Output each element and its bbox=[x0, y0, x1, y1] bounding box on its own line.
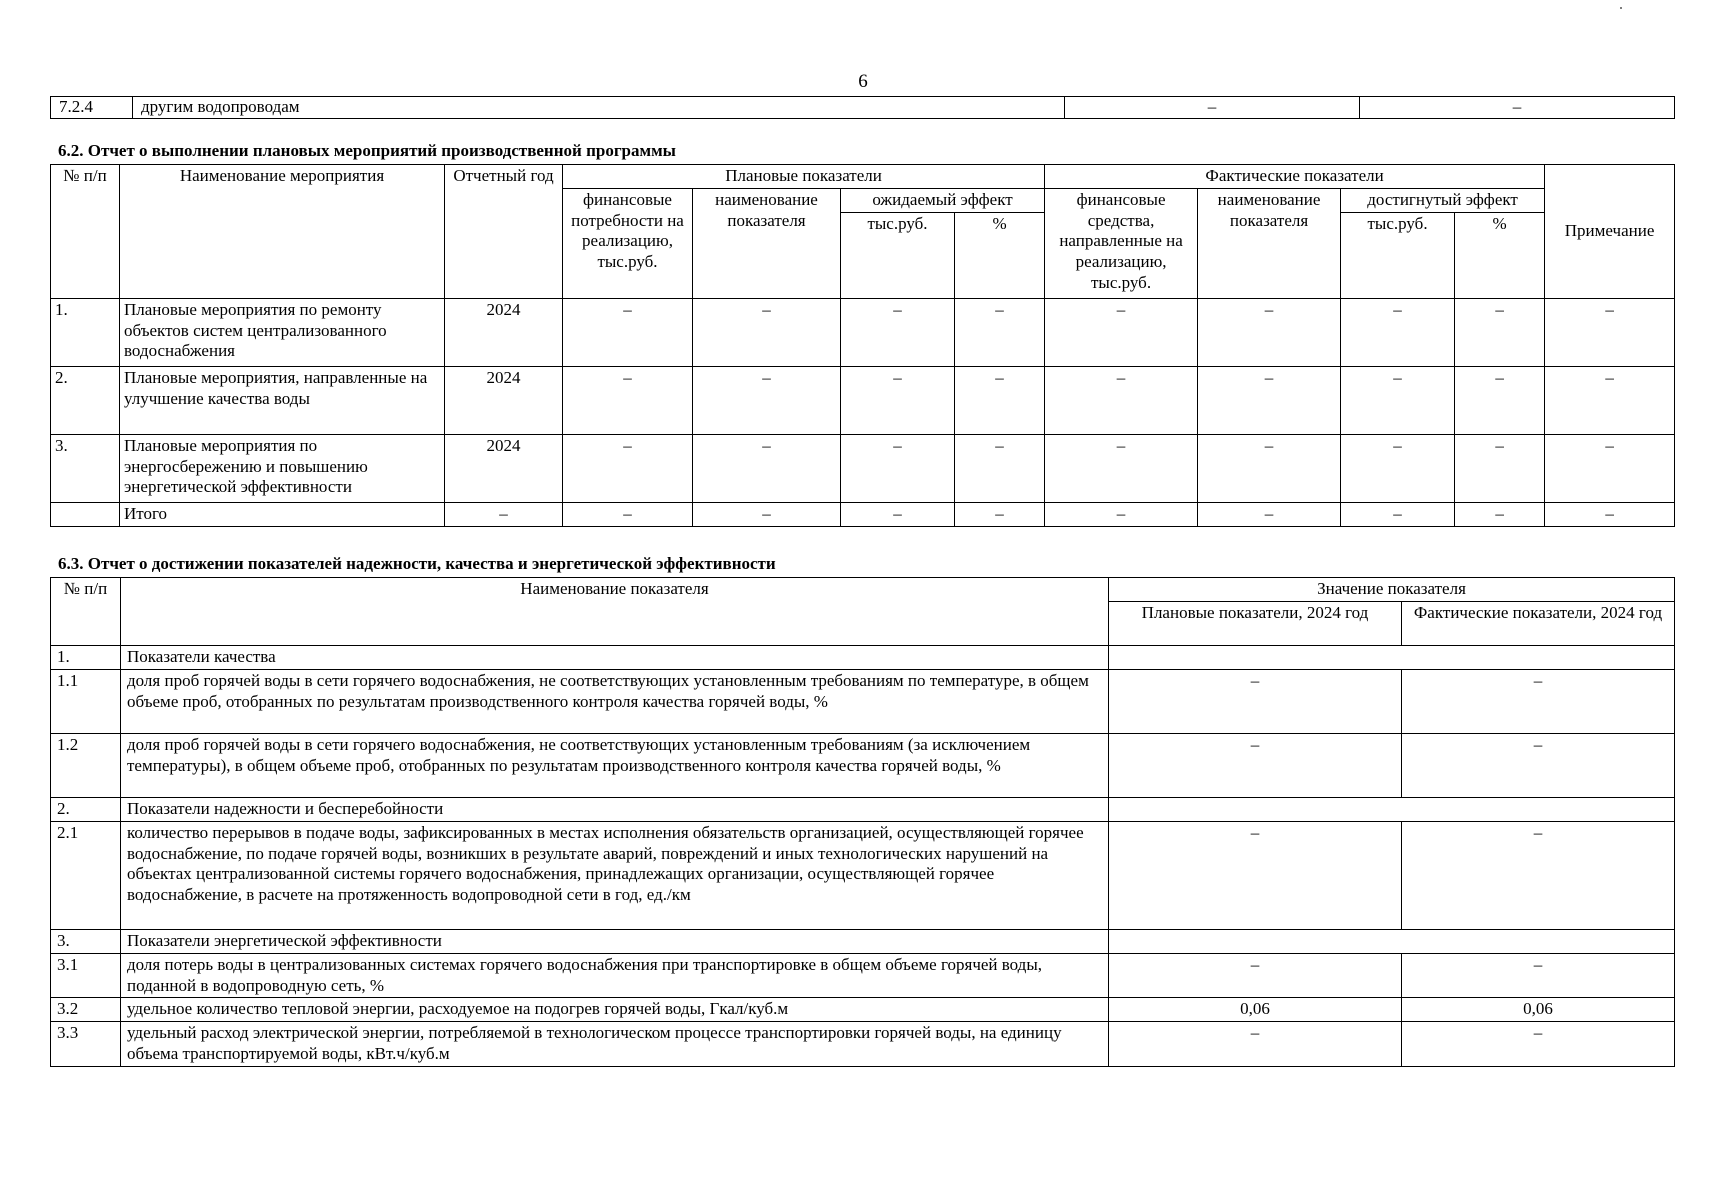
row-value: – bbox=[563, 367, 693, 435]
row-value: – bbox=[841, 367, 955, 435]
row-value: – bbox=[1045, 435, 1198, 503]
row-number: 1. bbox=[51, 299, 120, 367]
row-plan-value: – bbox=[1109, 1022, 1402, 1066]
row-value: – bbox=[1545, 435, 1675, 503]
row-fact-value: – bbox=[1402, 954, 1675, 998]
row-value: – bbox=[1545, 299, 1675, 367]
row-name: доля проб горячей воды в сети горячего водоснабжения, не соответствующих установленным требованиям по температуре, в общем объеме проб, отобранных по результатам производственного контроля качества горячей воды, % bbox=[121, 670, 1109, 734]
row-name: другим водопроводам bbox=[133, 97, 1065, 119]
header-fin-spent: финансовые средства, направленные на реализацию, тыс.руб. bbox=[1045, 189, 1198, 299]
row-value: – bbox=[1455, 299, 1545, 367]
header-planned: Плановые показатели, 2024 год bbox=[1109, 602, 1402, 646]
row-fact-value: – bbox=[1402, 734, 1675, 798]
row-name: количество перерывов в подаче воды, зафиксированных в местах исполнения обязательств организацией, осуществляющей горячее водоснабжение, по подаче горячей воды, возникших в результате аварий, повреждений и иных технологических нарушений на объектах централизованной системы горячего водоснабжения, принадлежащих организации, осуществляющей горячее водоснабжение, в расчете на протяженность водопроводной сети в год, ед./км bbox=[121, 822, 1109, 930]
row-plan-value: – bbox=[1109, 670, 1402, 734]
table-row bbox=[51, 435, 1675, 503]
header-name: Наименование мероприятия bbox=[120, 165, 445, 299]
row-fact-value: 0,06 bbox=[1402, 998, 1675, 1022]
row-value: – bbox=[1455, 435, 1545, 503]
row-plan-value: – bbox=[1109, 822, 1402, 930]
table-row bbox=[51, 97, 1675, 119]
row-year: 2024 bbox=[445, 367, 563, 435]
table-row bbox=[51, 670, 1675, 734]
row-value: – bbox=[693, 503, 841, 527]
header-percent: % bbox=[1455, 213, 1545, 299]
row-name: Плановые мероприятия по энергосбережению и повышению энергетической эффективности bbox=[120, 435, 445, 503]
group-row bbox=[51, 930, 1675, 954]
row-number: 2. bbox=[51, 367, 120, 435]
row-value: – bbox=[1045, 299, 1198, 367]
header-thousand-rub: тыс.руб. bbox=[1341, 213, 1455, 299]
header-fin-need: финансовые потребности на реализацию, тыс.руб. bbox=[563, 189, 693, 299]
row-value: – bbox=[1198, 299, 1341, 367]
row-plan-value: – bbox=[1109, 734, 1402, 798]
header-num: № п/п bbox=[51, 578, 121, 646]
row-value: – bbox=[1198, 367, 1341, 435]
row-value: – bbox=[693, 367, 841, 435]
header-row bbox=[51, 165, 1675, 189]
header-percent: % bbox=[955, 213, 1045, 299]
header-name: Наименование показателя bbox=[121, 578, 1109, 646]
row-value: – bbox=[563, 435, 693, 503]
header-note: Примечание bbox=[1545, 165, 1675, 299]
row-value: – bbox=[1341, 435, 1455, 503]
row-value: – bbox=[841, 299, 955, 367]
row-number: 1.2 bbox=[51, 734, 121, 798]
row-name: Итого bbox=[120, 503, 445, 527]
row-value: – bbox=[955, 435, 1045, 503]
row-fact-value: – bbox=[1402, 670, 1675, 734]
group-row bbox=[51, 798, 1675, 822]
header-value: Значение показателя bbox=[1109, 578, 1675, 602]
table-row bbox=[51, 734, 1675, 798]
row-value: – bbox=[563, 299, 693, 367]
section-6-3-title: 6.3. Отчет о достижении показателей надежности, качества и энергетической эффективности bbox=[58, 554, 776, 573]
indicators-table bbox=[50, 577, 1675, 1067]
row-value: – bbox=[1545, 367, 1675, 435]
row-name: Показатели качества bbox=[121, 646, 1109, 670]
table-row bbox=[51, 998, 1675, 1022]
group-row bbox=[51, 646, 1675, 670]
row-name: Плановые мероприятия, направленные на улучшение качества воды bbox=[120, 367, 445, 435]
header-thousand-rub: тыс.руб. bbox=[841, 213, 955, 299]
header-achieved-effect: достигнутый эффект bbox=[1341, 189, 1545, 213]
header-year: Отчетный год bbox=[445, 165, 563, 299]
table-row bbox=[51, 367, 1675, 435]
row-value: – bbox=[693, 435, 841, 503]
row-name: удельное количество тепловой энергии, расходуемое на подогрев горячей воды, Гкал/куб.м bbox=[121, 998, 1109, 1022]
row-name: доля проб горячей воды в сети горячего водоснабжения, не соответствующих установленным требованиям (за исключением температуры), в общем объеме проб, отобранных по результатам производственного контроля качества горячей воды, % bbox=[121, 734, 1109, 798]
row-value-empty bbox=[1109, 798, 1675, 822]
scan-speck bbox=[1620, 7, 1622, 9]
header-planned: Плановые показатели bbox=[563, 165, 1045, 189]
row-name: удельный расход электрической энергии, потребляемой в технологическом процессе транспортировки горячей воды, на единицу объема транспортируемой воды, кВт.ч/куб.м bbox=[121, 1022, 1109, 1066]
row-value: – bbox=[1455, 367, 1545, 435]
page-number: 6 bbox=[858, 71, 868, 92]
header-actual: Фактические показатели bbox=[1045, 165, 1545, 189]
row-value: – bbox=[1455, 503, 1545, 527]
row-value: – bbox=[841, 503, 955, 527]
row-number: 1.1 bbox=[51, 670, 121, 734]
row-value: – bbox=[693, 299, 841, 367]
row-value: – bbox=[841, 435, 955, 503]
row-year: 2024 bbox=[445, 435, 563, 503]
program-events-table bbox=[50, 164, 1675, 527]
row-value: – bbox=[1545, 503, 1675, 527]
row-value: – bbox=[1045, 367, 1198, 435]
row-value: – bbox=[1198, 503, 1341, 527]
row-number bbox=[51, 503, 120, 527]
table-row bbox=[51, 822, 1675, 930]
carryover-table bbox=[50, 96, 1675, 119]
row-number: 3.3 bbox=[51, 1022, 121, 1066]
row-value: – bbox=[1341, 367, 1455, 435]
row-number: 7.2.4 bbox=[51, 97, 133, 119]
row-number: 2. bbox=[51, 798, 121, 822]
row-name: Показатели энергетической эффективности bbox=[121, 930, 1109, 954]
total-row bbox=[51, 503, 1675, 527]
header-expected-effect: ожидаемый эффект bbox=[841, 189, 1045, 213]
row-value: – bbox=[955, 299, 1045, 367]
row-value: – bbox=[955, 503, 1045, 527]
row-number: 3. bbox=[51, 435, 120, 503]
table-row bbox=[51, 1022, 1675, 1066]
row-name: Плановые мероприятия по ремонту объектов систем централизованного водоснабжения bbox=[120, 299, 445, 367]
row-value: – bbox=[563, 503, 693, 527]
row-fact-value: – bbox=[1402, 822, 1675, 930]
section-6-2-title: 6.2. Отчет о выполнении плановых мероприятий производственной программы bbox=[58, 141, 676, 160]
row-value: – bbox=[1360, 97, 1675, 119]
row-plan-value: 0,06 bbox=[1109, 998, 1402, 1022]
row-number: 2.1 bbox=[51, 822, 121, 930]
row-number: 3.2 bbox=[51, 998, 121, 1022]
row-value-empty bbox=[1109, 646, 1675, 670]
table-row bbox=[51, 954, 1675, 998]
row-value: – bbox=[1045, 503, 1198, 527]
row-name: доля потерь воды в централизованных системах горячего водоснабжения при транспортировке в общем объеме горячей воды, поданной в водопроводную сеть, % bbox=[121, 954, 1109, 998]
row-value: – bbox=[1341, 503, 1455, 527]
row-plan-value: – bbox=[1109, 954, 1402, 998]
header-indicator-name: наименование показателя bbox=[1198, 189, 1341, 299]
header-actual: Фактические показатели, 2024 год bbox=[1402, 602, 1675, 646]
row-value: – bbox=[1198, 435, 1341, 503]
row-number: 3.1 bbox=[51, 954, 121, 998]
header-num: № п/п bbox=[51, 165, 120, 299]
header-indicator-name: наименование показателя bbox=[693, 189, 841, 299]
table-row bbox=[51, 299, 1675, 367]
row-year: 2024 bbox=[445, 299, 563, 367]
row-year: – bbox=[445, 503, 563, 527]
row-number: 3. bbox=[51, 930, 121, 954]
row-name: Показатели надежности и бесперебойности bbox=[121, 798, 1109, 822]
row-value: – bbox=[1341, 299, 1455, 367]
header-row bbox=[51, 578, 1675, 602]
row-number: 1. bbox=[51, 646, 121, 670]
row-value: – bbox=[955, 367, 1045, 435]
row-value-empty bbox=[1109, 930, 1675, 954]
row-fact-value: – bbox=[1402, 1022, 1675, 1066]
row-value: – bbox=[1065, 97, 1360, 119]
